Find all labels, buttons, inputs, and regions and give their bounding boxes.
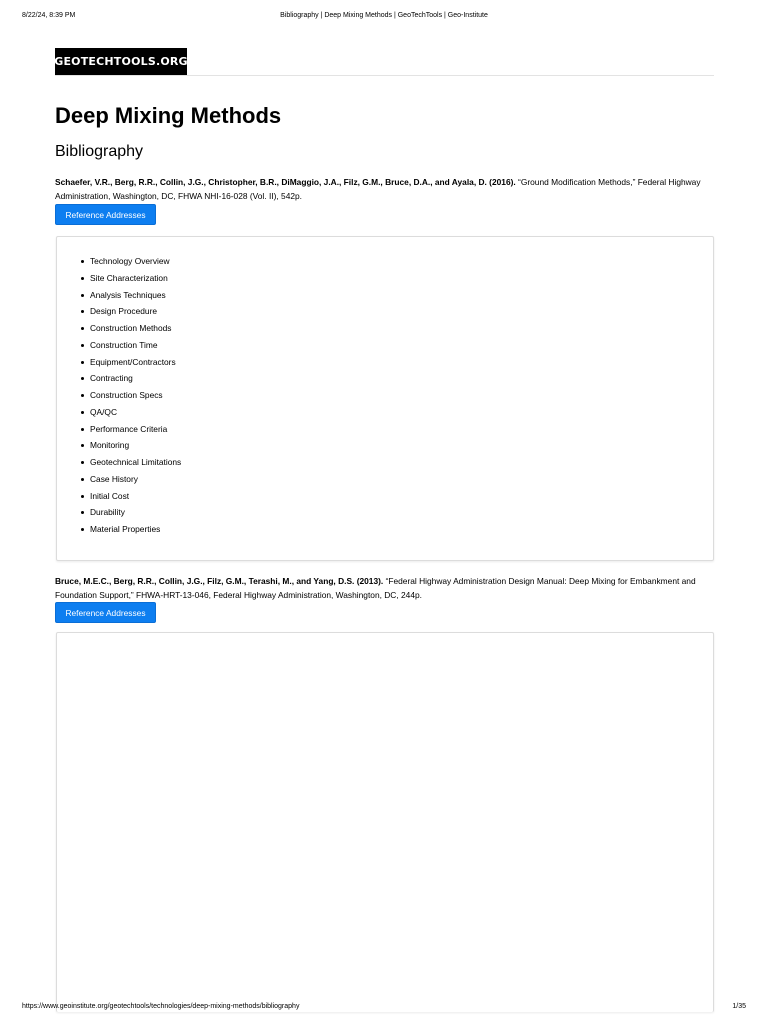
list-item: Contracting [90, 370, 713, 387]
list-item: Initial Cost [90, 488, 713, 505]
reference-authors: Bruce, M.E.C., Berg, R.R., Collin, J.G., Filz, G.M., Terashi, M., and Yang, D.S. (2013). [55, 576, 384, 586]
print-page-title: Bibliography | Deep Mixing Methods | GeoTechTools | Geo-Institute [280, 12, 488, 19]
list-item: Material Properties [90, 521, 713, 538]
list-item: Monitoring [90, 437, 713, 454]
list-item: Construction Time [90, 337, 713, 354]
reference-addresses-button[interactable]: Reference Addresses [55, 204, 156, 225]
reference-details: “Ground Modification Methods,” Federal Highway Administration, Washington, DC, FHWA NHI-16-028 (Vol. II), 542p. [55, 177, 701, 201]
list-item: Construction Specs [90, 387, 713, 404]
list-item: Construction Methods [90, 320, 713, 337]
print-url: https://www.geoinstitute.org/geotechtools/technologies/deep-mixing-methods/bibliography [22, 1003, 300, 1010]
list-item: Design Procedure [90, 303, 713, 320]
list-item: Equipment/Contractors [90, 354, 713, 371]
reference-addresses-button[interactable]: Reference Addresses [55, 602, 156, 623]
list-item: Technology Overview [90, 253, 713, 270]
list-item: Performance Criteria [90, 421, 713, 438]
reference-addresses-panel [56, 632, 714, 1012]
print-header [22, 12, 746, 22]
list-item: Case History [90, 471, 713, 488]
list-item: Site Characterization [90, 270, 713, 287]
reference-addresses-list [57, 253, 713, 538]
print-footer [22, 1003, 746, 1013]
reference-citation [55, 575, 714, 602]
reference-details: “Federal Highway Administration Design Manual: Deep Mixing for Embankment and Foundation Support,” FHWA-HRT-13-046, Federal Highway Administration, Washington, DC, 244p. [55, 576, 696, 600]
page-title: Deep Mixing Methods [55, 103, 282, 128]
list-item: Analysis Techniques [90, 287, 713, 304]
reference-citation [55, 176, 714, 203]
page-subtitle: Bibliography [55, 143, 144, 160]
list-item: Geotechnical Limitations [90, 454, 713, 471]
print-date: 8/22/24, 8:39 PM [22, 12, 76, 19]
reference-authors: Schaefer, V.R., Berg, R.R., Collin, J.G., Christopher, B.R., DiMaggio, J.A., Filz, G.M., Bruce, D.A., and Ayala, D. (2016). [55, 177, 516, 187]
header-divider [55, 75, 714, 76]
print-page-number: 1/35 [732, 1003, 746, 1010]
reference-addresses-panel [56, 236, 714, 561]
list-item: Durability [90, 504, 713, 521]
site-logo[interactable]: GEOTECHTOOLS.ORG [55, 48, 187, 75]
list-item: QA/QC [90, 404, 713, 421]
